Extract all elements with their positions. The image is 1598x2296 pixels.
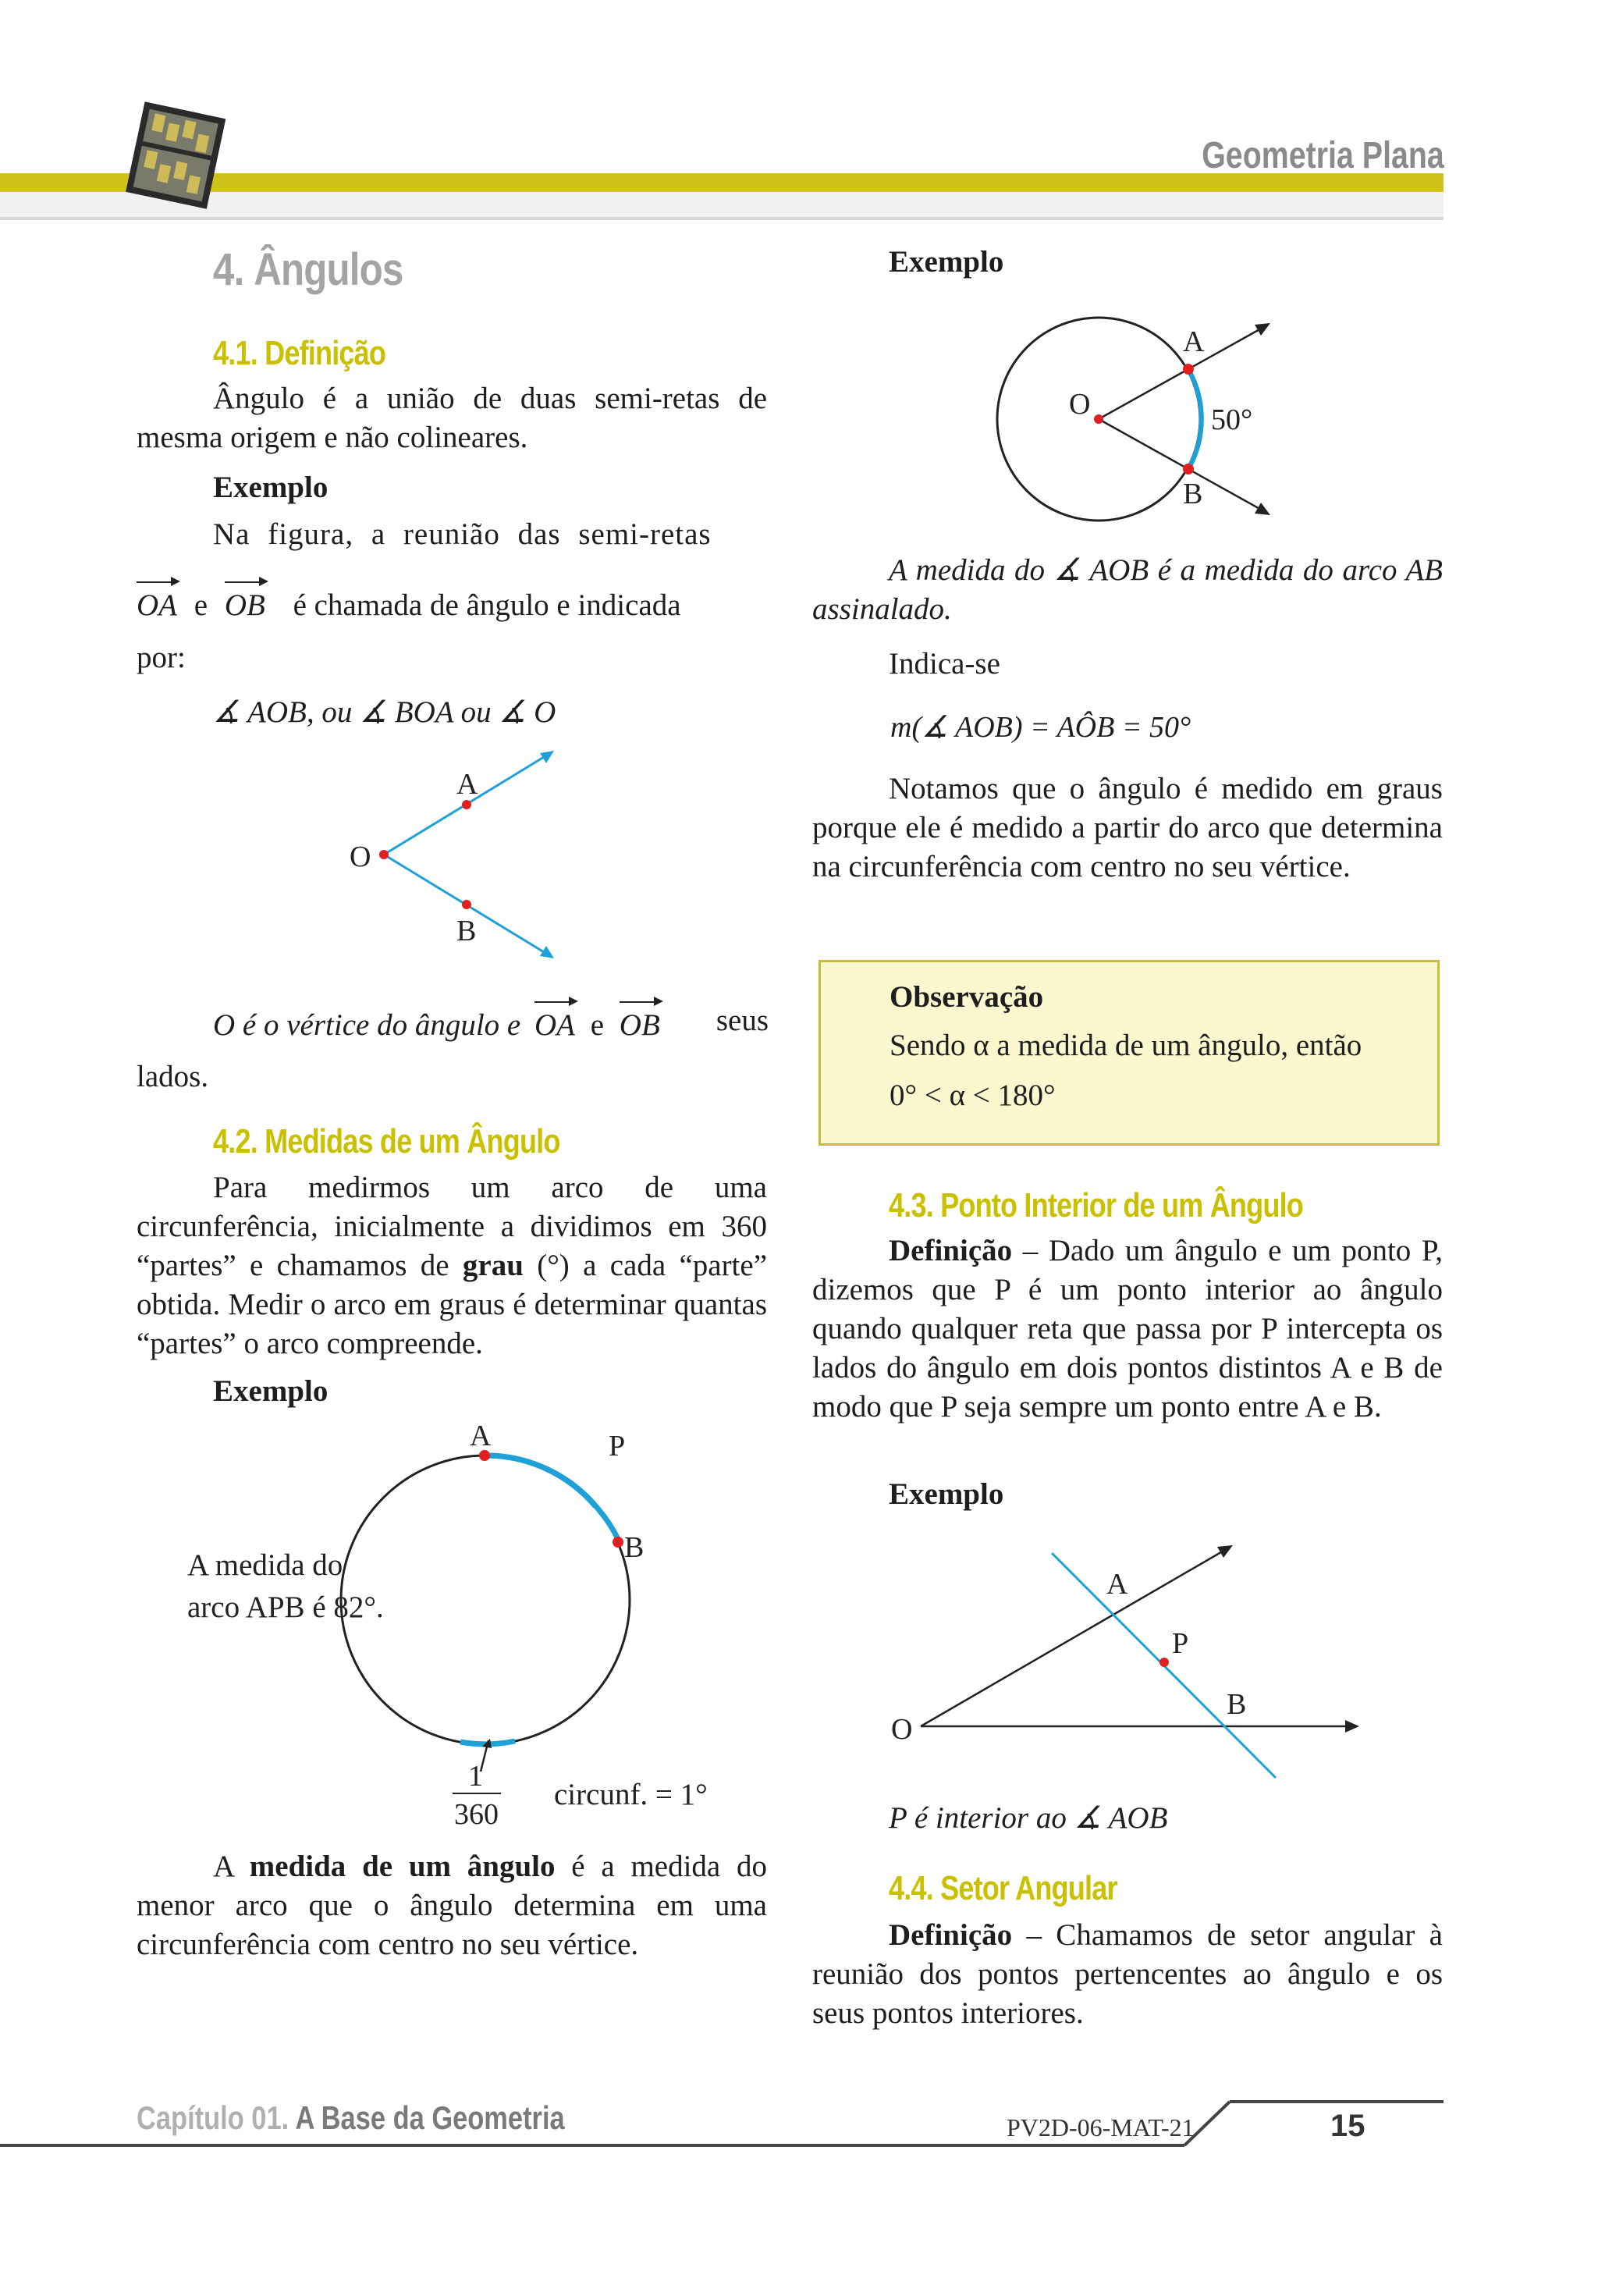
interior-point-figure: [882, 1530, 1381, 1779]
conj-e: e: [194, 588, 208, 622]
measure-paragraph: Para medirmos um arco de uma circunferência, inicialmente a dividimos em 360 “partes” e chamamos de grau (°) a cada “parte” obtida. Medir o arco em graus é determinar quantas “partes” o arco compreende.: [137, 1171, 768, 1360]
label-b: B: [1227, 1688, 1247, 1721]
fraction-num: 1: [468, 1760, 483, 1793]
example-label: Exemplo: [213, 471, 328, 504]
label-a: A: [470, 1420, 492, 1452]
footer-rule: [0, 2095, 1451, 2150]
label-b: B: [624, 1531, 645, 1564]
label-b: B: [1183, 478, 1203, 510]
angle-circle-figure: [983, 312, 1295, 527]
label-o: O: [350, 841, 371, 873]
measure-text: A medida do ∡ AOB é a medida do arco AB assinalado.: [812, 553, 1443, 626]
label-o: O: [1069, 388, 1091, 421]
interior-definition: Definição – Dado um ângulo e um ponto P, dizemos que P é um ponto interior ao ângulo quando qualquer reta que passa por P intercepta os lados do ângulo em dois pontos distintos A e B de modo que P seja sempre um ponto entre A e B.: [812, 1234, 1443, 1423]
ray-ob-arrow: [1255, 503, 1270, 515]
vertex-line: [213, 1001, 769, 1045]
point-b: [462, 900, 471, 909]
footer-code: PV2D-06-MAT-21: [1007, 2113, 1195, 2141]
subsection-title-4-4: 4.4. Setor Angular: [889, 1869, 1117, 1907]
ray-oa-arrow: [1255, 323, 1270, 336]
subsection-title-4-1: 4.1. Definição: [213, 334, 386, 372]
footer-chapter: Capítulo 01. A Base da Geometria: [137, 2099, 565, 2136]
obs-title: Observação: [890, 980, 1044, 1014]
subsection-title-4-2: 4.2. Medidas de um Ângulo: [213, 1122, 560, 1160]
example-text-1: Na figura, a reunião das semi-retas: [213, 517, 712, 551]
caption-2: arco APB é 82°.: [187, 1590, 384, 1624]
arc-apb: [485, 1455, 595, 1506]
arc-apb-full: [485, 1455, 618, 1539]
angle-measure-paragraph: A medida de um ângulo é a medida do menor arco que o ângulo determina em uma circunferência com centro no seu vértice.: [137, 1850, 768, 1961]
vector-oa: OA: [137, 581, 177, 625]
angle-notation: ∡ AOB, ou ∡ BOA ou ∡ O: [213, 695, 556, 729]
label-p: P: [1172, 1627, 1189, 1660]
angle-figure: [336, 745, 577, 968]
notamos-paragraph: Notamos que o ângulo é medido em graus porque ele é medido a partir do arco que determina na circunferência com centro no seu vértice.: [812, 772, 1443, 883]
point-a: [1183, 364, 1194, 375]
subsection-title-4-3: 4.3. Ponto Interior de um Ângulo: [889, 1186, 1304, 1224]
point-o: [1094, 414, 1103, 424]
vertex-text-1: O é o vértice do ângulo e: [213, 1008, 521, 1042]
ray-oa-arrow: [1217, 1545, 1233, 1558]
example-label-right: Exemplo: [889, 245, 1004, 279]
point-p: [1159, 1658, 1169, 1667]
label-a: A: [456, 768, 478, 801]
abacus-icon: [117, 101, 234, 211]
ray-ob-arrow: [1345, 1720, 1359, 1733]
sector-definition: Definição – Chamamos de setor angular à reunião dos pontos pertencentes ao ângulo e os seus pontos interiores.: [812, 1918, 1443, 2030]
por-text: por:: [137, 641, 186, 674]
section-title: 4. Ângulos: [213, 244, 403, 295]
formula: m(∡ AOB) = AÔB = 50°: [890, 711, 1191, 744]
label-o: O: [891, 1713, 913, 1746]
vector-ob: OB: [225, 581, 265, 625]
arc-figure: [179, 1405, 741, 1842]
observation-box: [819, 960, 1440, 1146]
point-b: [1183, 464, 1194, 474]
example-label-3: Exemplo: [889, 1477, 1004, 1511]
label-b: B: [456, 915, 477, 947]
interior-caption: P é interior ao ∡ AOB: [889, 1801, 1168, 1835]
obs-line-1: Sendo α a medida de um ângulo, então: [890, 1029, 1362, 1062]
vertex-e: e: [590, 1008, 605, 1042]
vertex-text-3: lados.: [137, 1060, 209, 1093]
point-a: [462, 800, 471, 809]
header-title: Geometria Plana: [1202, 135, 1444, 176]
label-a: A: [1183, 325, 1205, 358]
vector-oa-2: OA: [534, 1001, 575, 1045]
arc-ab: [1188, 369, 1202, 469]
caption-1: A medida do: [187, 1548, 343, 1582]
vertex-text-2: seus: [716, 1004, 769, 1037]
definition-paragraph: Ângulo é a união de duas semi-retas de mesma origem e não colineares.: [137, 382, 767, 454]
vector-ob-2: OB: [620, 1001, 660, 1045]
example-label-2: Exemplo: [213, 1374, 328, 1408]
indica-text: Indica-se: [889, 647, 1000, 681]
example-text-2: é chamada de ângulo e indicada: [293, 588, 681, 622]
page-number: 15: [1330, 2109, 1365, 2143]
label-p: P: [609, 1430, 626, 1463]
vector-line: [137, 581, 769, 625]
point-b: [613, 1537, 623, 1548]
label-50: 50°: [1211, 403, 1253, 436]
header-divider: [0, 217, 1444, 220]
obs-line-2: 0° < α < 180°: [890, 1079, 1056, 1112]
point-o: [379, 850, 389, 859]
fraction-den: 360: [454, 1798, 499, 1831]
circ-label: circunf. = 1°: [554, 1778, 708, 1811]
label-a: A: [1106, 1568, 1128, 1601]
